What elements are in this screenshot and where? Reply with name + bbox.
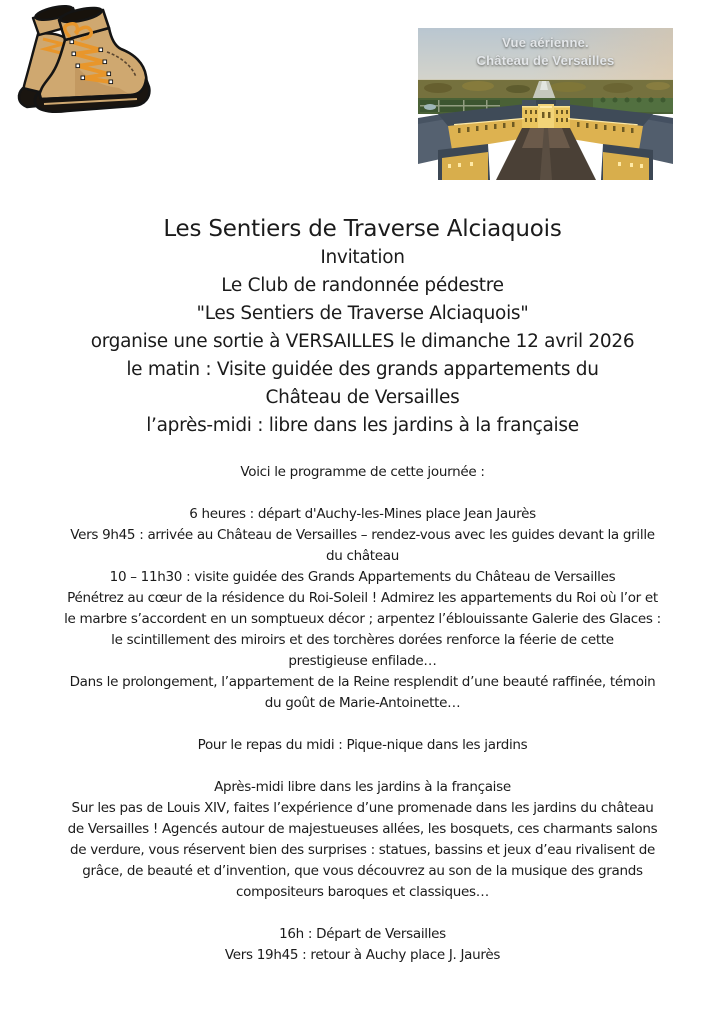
- text-line: le scintillement des miroirs et des torchères dorées renforce la féerie de cette: [111, 632, 614, 648]
- text-line: Vers 19h45 : retour à Auchy place J. Jaurès: [224, 947, 501, 963]
- text-line: 6 heures : départ d'Auchy-les-Mines place Jean Jaurès: [189, 506, 536, 522]
- text-line: 10 – 11h30 : visite guidée des Grands Appartements du Château de Versailles: [109, 569, 616, 585]
- header-lines: [0, 244, 725, 440]
- text-line: Le Club de randonnée pédestre: [221, 275, 504, 296]
- text-line: 16h : Départ de Versailles: [279, 926, 446, 942]
- text-line: compositeurs baroques et classiques…: [236, 884, 489, 900]
- text-line: [0, 483, 725, 504]
- page-title: Les Sentiers de Traverse Alciaquois: [163, 216, 562, 242]
- text-line: Voici le programme de cette journée :: [240, 464, 485, 480]
- text-line: l’après-midi : libre dans les jardins à la française: [146, 415, 579, 436]
- text-line: Vers 9h45 : arrivée au Château de Versailles – rendez-vous avec les guides devant la grille: [70, 527, 655, 543]
- text-line: prestigieuse enfilade…: [288, 653, 437, 669]
- text-line: Château de Versailles: [265, 387, 460, 408]
- text-line: de verdure, vous réservent bien des surprises : statues, bassins et jeux d’eau rivalisent de: [69, 842, 656, 858]
- versailles-aerial-photo: [418, 28, 673, 180]
- text-line: Pénétrez au cœur de la résidence du Roi-Soleil ! Admirez les appartements du Roi où l’or et: [67, 590, 658, 606]
- text-line: Pour le repas du midi : Pique-nique dans les jardins: [197, 737, 528, 753]
- hiking-boots-icon: [14, 2, 156, 122]
- text-line: le matin : Visite guidée des grands appartements du: [126, 359, 599, 380]
- text-line: Invitation: [320, 247, 405, 268]
- photo-caption-line1: Vue aérienne.: [502, 35, 589, 50]
- document-body: [0, 462, 725, 966]
- text-line: grâce, de beauté et d’invention, que vous découvrez au son de la musique des grands: [82, 863, 643, 879]
- text-line: du château: [325, 548, 400, 564]
- document-title-block: [0, 214, 725, 440]
- text-line: le marbre s’accordent en un somptueux décor ; arpentez l’éblouissante Galerie des Glaces :: [64, 611, 661, 627]
- text-line: Après-midi libre dans les jardins à la française: [214, 779, 511, 795]
- text-line: [0, 903, 725, 924]
- photo-caption: [418, 34, 673, 70]
- text-line: organise une sortie à VERSAILLES le dimanche 12 avril 2026: [90, 331, 635, 352]
- text-line: Dans le prolongement, l’appartement de la Reine resplendit d’une beauté raffinée, témoin: [69, 674, 656, 690]
- text-line: [0, 714, 725, 735]
- text-line: Sur les pas de Louis XIV, faites l’expérience d’une promenade dans les jardins du château: [71, 800, 654, 816]
- text-line: de Versailles ! Agencés autour de majestueuses allées, les bosquets, ces charmants salons: [67, 821, 658, 837]
- text-line: du goût de Marie-Antoinette…: [264, 695, 461, 711]
- text-line: "Les Sentiers de Traverse Alciaquois": [196, 303, 529, 324]
- photo-caption-line2: Château de Versailles: [476, 53, 615, 68]
- text-line: [0, 756, 725, 777]
- hiking-boots-drawing: [14, 2, 156, 122]
